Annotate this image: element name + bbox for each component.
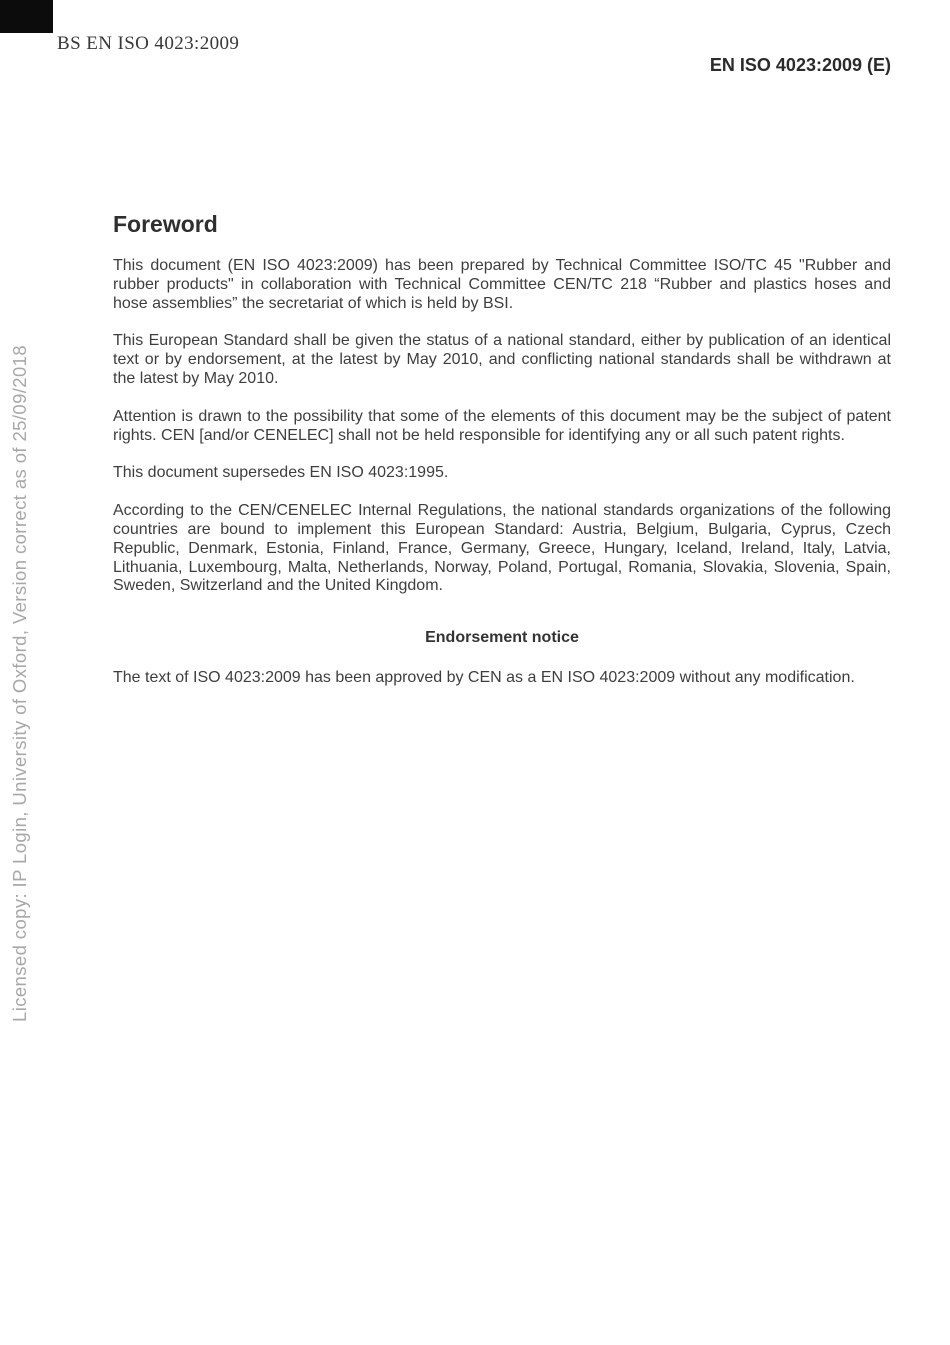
paragraph-national-status: This European Standard shall be given the status of a national standard, either by publication of an identical text or by endorsement, at the latest by May 2010, and conflicting national standards shall be withdrawn at the latest by May 2010. xyxy=(113,332,891,387)
endorsement-notice-heading: Endorsement notice xyxy=(425,629,579,647)
license-watermark-text: Licensed copy: IP Login, University of Oxford, Version correct as of 25/09/2018 xyxy=(9,344,30,1022)
paragraph-patent-rights: Attention is drawn to the possibility that some of the elements of this document may be the subject of patent rights. CEN [and/or CENELEC] shall not be held responsible for identifying any or all such patent rights. xyxy=(113,407,891,444)
header-standard-reference-right: EN ISO 4023:2009 (E) xyxy=(709,55,891,75)
foreword-title: Foreword xyxy=(113,211,218,237)
paragraph-supersedes: This document supersedes EN ISO 4023:1995. xyxy=(113,464,449,482)
corner-registration-mark xyxy=(0,0,53,33)
header-standard-reference-left: BS EN ISO 4023:2009 xyxy=(57,33,240,54)
paragraph-prepared-by: This document (EN ISO 4023:2009) has been prepared by Technical Committee ISO/TC 45 "Rubber and rubber products" in collaboration with Technical Committee CEN/TC 218 “Rubber and plastics hoses and hose assemblies” the secretariat of which is held by BSI. xyxy=(113,257,891,312)
endorsement-notice-paragraph: The text of ISO 4023:2009 has been approved by CEN as a EN ISO 4023:2009 without any modification. xyxy=(113,669,855,687)
paragraph-member-countries: According to the CEN/CENELEC Internal Regulations, the national standards organizations of the following countries are bound to implement this European Standard: Austria, Belgium, Bulgaria, Cyprus, Czech Republic, Denmark, Estonia, Finland, France, Germany, Greece, Hungary, Iceland, Ireland, Italy, Latvia, Lithuania, Luxembourg, Malta, Netherlands, Norway, Poland, Portugal, Romania, Slovakia, Slovenia, Spain, Sweden, Switzerland and the United Kingdom. xyxy=(113,502,891,595)
document-body xyxy=(113,211,891,688)
